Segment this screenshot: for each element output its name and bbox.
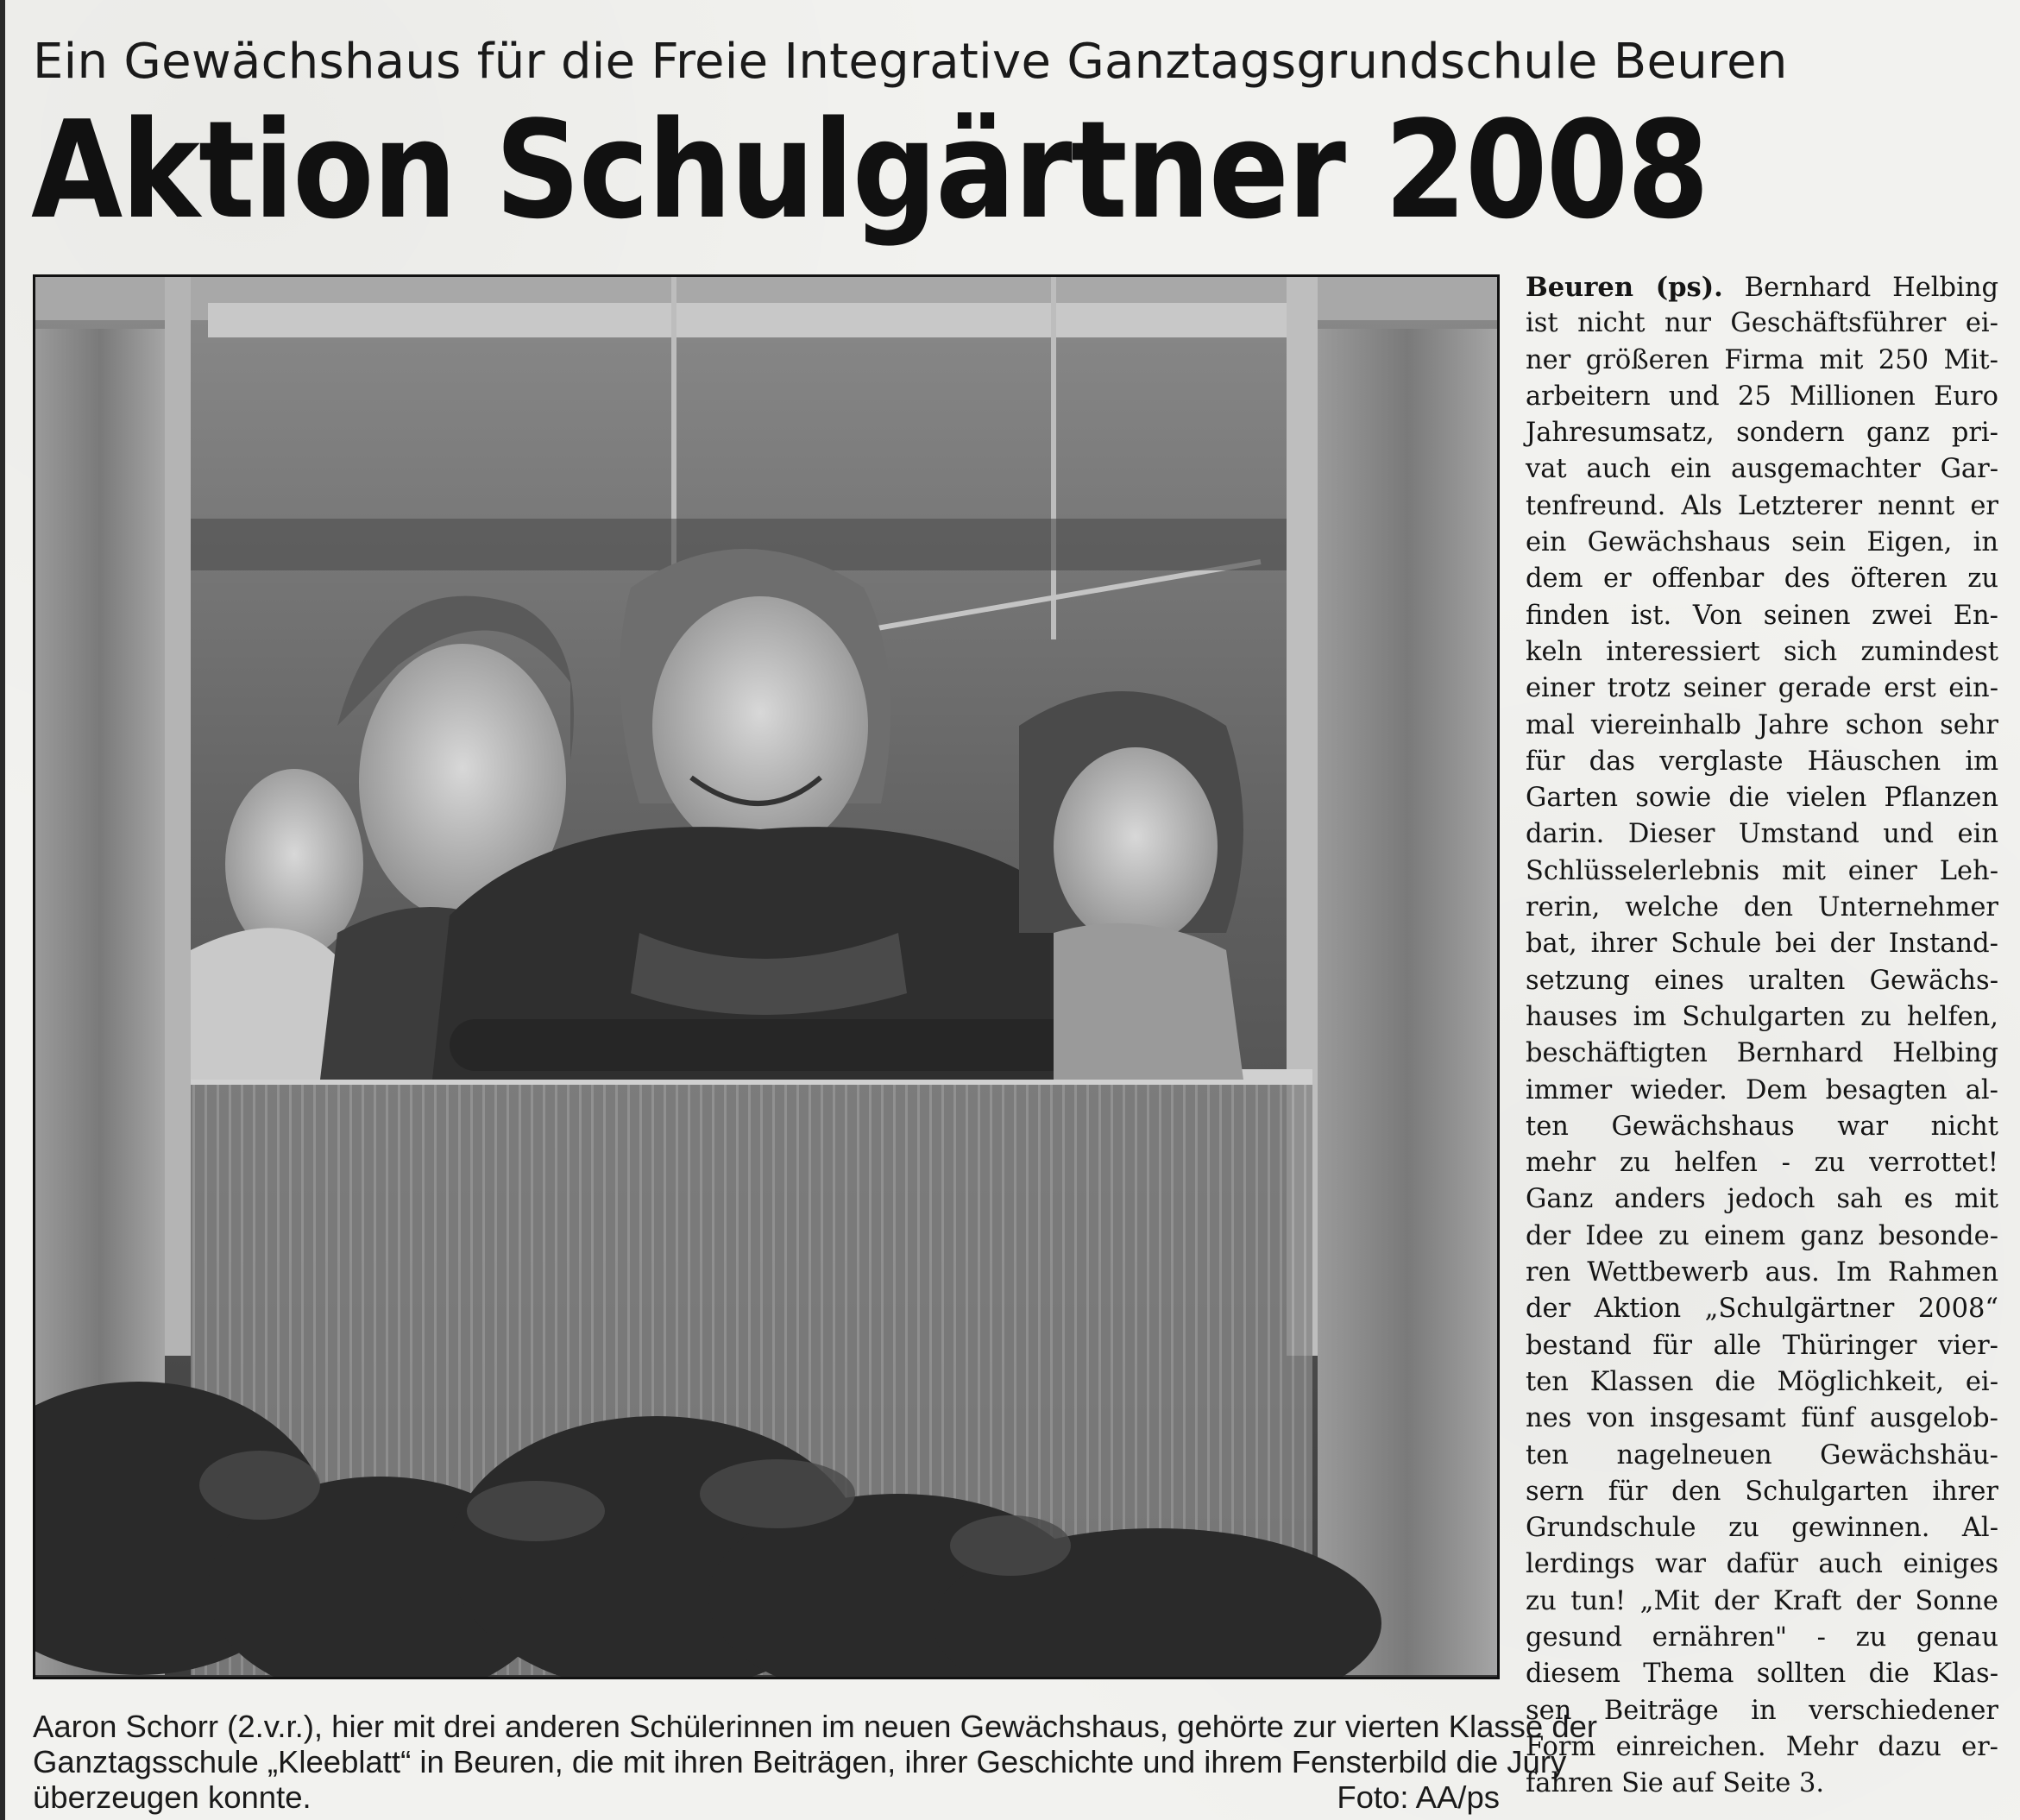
body-line: fahren Sie auf Seite 3. [1526,1768,1825,1799]
body-line: Garten sowie die vielen Pflanzen [1526,783,1998,814]
body-line: ten Gewächshaus war nicht [1526,1111,1998,1142]
caption-last-row [33,1779,1500,1815]
body-line: Schlüsselerlebnis mit einer Leh- [1526,855,1998,886]
body-line: vat auch ein ausgemachter Gar- [1526,454,1998,485]
body-line: finden ist. Von seinen zwei En- [1526,600,1998,631]
body-line: darin. Dieser Umstand und ein [1526,819,1998,850]
column-rule [0,0,5,1820]
article-body [1526,269,1998,1802]
article-headline: Aktion Schulgärtner 2008 [31,91,1709,249]
body-line: tenfreund. Als Letzterer nennt er [1526,490,1998,521]
body-line: für das verglaste Häuschen im [1526,746,1998,777]
body-line: dem er offenbar des öfteren zu [1526,564,1998,595]
body-line: zu tun! „Mit der Kraft der Sonne [1526,1585,1998,1616]
caption-line: überzeugen konnte. [33,1779,311,1815]
photo-caption [33,1709,1598,1815]
body-line: der Aktion „Schulgärtner 2008“ [1526,1294,1998,1325]
body-text: Bernhard Helbing [1722,273,1999,303]
body-line: ist nicht nur Geschäftsführer ei- [1526,308,1998,339]
body-line: arbeitern und 25 Millionen Euro [1526,381,1998,412]
body-line: lerdings war dafür auch einiges [1526,1549,1998,1580]
body-line: setzung eines uralten Gewächs- [1526,965,1998,996]
body-line: Grundschule zu gewinnen. Al- [1526,1513,1998,1544]
body-line: beschäftigten Bernhard Helbing [1526,1038,1998,1069]
body-line: bestand für alle Thüringer vier- [1526,1330,1998,1361]
photo-credit: Foto: AA/ps [1337,1779,1500,1815]
body-line: sen Beiträge in verschiedener [1526,1695,1998,1726]
photo-children-in-greenhouse-icon [35,277,1497,1677]
body-line: keln interessiert sich zumindest [1526,636,1998,667]
body-line: Form einreichen. Mehr dazu er- [1526,1731,1998,1762]
body-line: gesund ernähren" - zu genau [1526,1622,1998,1653]
body-line: rerin, welche den Unternehmer [1526,892,1998,923]
body-line: diesem Thema sollten die Klas- [1526,1659,1998,1690]
article-first-line [1526,269,1998,305]
body-line: ten nagelneuen Gewächshäu- [1526,1439,1998,1470]
caption-line: Aaron Schorr (2.v.r.), hier mit drei anderen Schülerinnen im neuen Gewächshaus, gehörte zur vierten Klasse der [33,1709,1598,1744]
body-line: sern für den Schulgarten ihrer [1526,1476,1998,1507]
body-line: nes von insgesamt fünf ausgelob- [1526,1403,1998,1434]
article-photo [33,274,1500,1679]
body-line: hauses im Schulgarten zu helfen, [1526,1001,1998,1032]
caption-line: Ganztagsschule „Kleeblatt“ in Beuren, die mit ihren Beiträgen, ihrer Geschichte und ihrem Fensterbild die Jury [33,1744,1567,1779]
body-line: bat, ihrer Schule bei der Instand- [1526,929,1998,960]
body-line: mehr zu helfen - zu verrottet! [1526,1148,1998,1179]
body-line: mal viereinhalb Jahre schon sehr [1526,709,1998,740]
body-line: der Idee zu einem ganz besonde- [1526,1220,1998,1251]
body-line: Ganz anders jedoch sah es mit [1526,1184,1998,1215]
article-subtitle: Ein Gewächshaus für die Freie Integrative Ganztagsgrundschule Beuren [33,34,1788,90]
body-line: Jahresumsatz, sondern ganz pri- [1526,418,1998,449]
body-line: ren Wettbewerb aus. Im Rahmen [1526,1257,1998,1288]
body-line: einer trotz seiner gerade erst ein- [1526,673,1998,704]
body-line: immer wieder. Dem besagten al- [1526,1074,1998,1105]
body-line: ner größeren Firma mit 250 Mit- [1526,344,1998,375]
body-line: ten Klassen die Möglichkeit, ei- [1526,1366,1998,1397]
body-line: ein Gewächshaus sein Eigen, in [1526,527,1998,558]
dateline: Beuren (ps). [1526,272,1723,303]
